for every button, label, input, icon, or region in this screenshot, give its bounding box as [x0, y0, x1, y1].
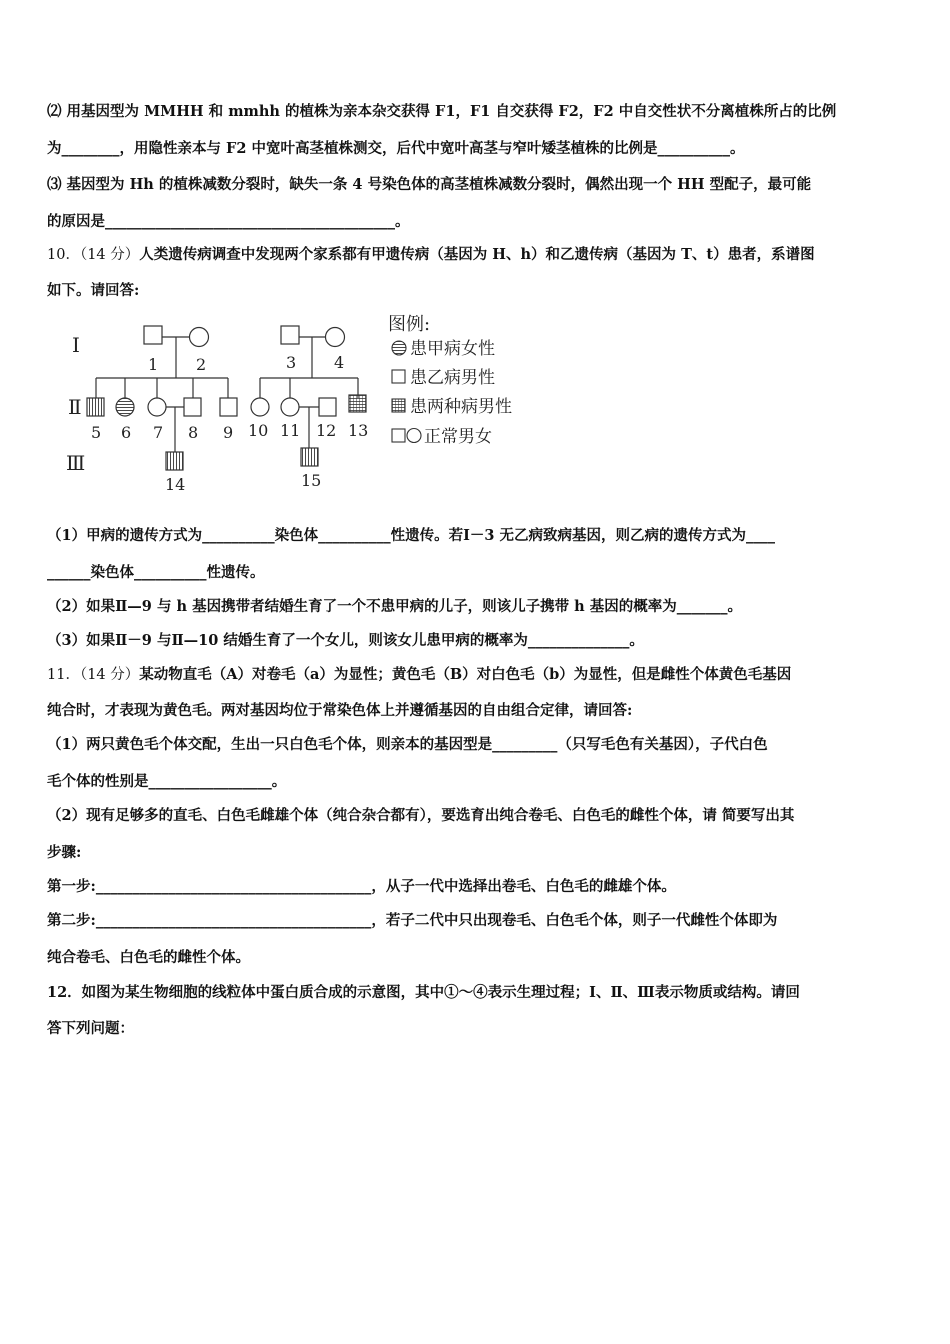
individual-3 [281, 326, 299, 344]
gen-label-3: Ⅲ [66, 451, 86, 475]
pedigree-chart [58, 310, 528, 500]
label-3: 3 [286, 353, 297, 372]
q11-step2-line1: 第二步:______________________________________，若子二代中只出现卷毛、白色毛个体，则子一代雌性个体即为 [47, 912, 778, 929]
q10-q2: （2）如果Ⅱ—9 与 h 基因携带者结婚生育了一个不患甲病的儿子，则该儿子携带 h 基因的概率为_______。 [47, 598, 742, 615]
individual-12 [319, 398, 336, 416]
q10-number: 10．（14 分） [47, 247, 140, 263]
q10-q1-line1: （1）甲病的遗传方式为__________染色体__________性遗传。若Ⅰ－3 无乙病致病基因，则乙病的遗传方式为____ [47, 527, 776, 544]
individual-11 [281, 398, 299, 416]
individual-7 [148, 398, 166, 416]
q10-stem-line1 [47, 246, 815, 264]
q11-stem-text: 某动物直毛（A）对卷毛（a）为显性；黄色毛（B）对白色毛（b）为显性，但是雌性个体黄色毛基因 [139, 666, 792, 683]
q11-step1: 第一步:______________________________________，从子一代中选择出卷毛、白色毛的雌雄个体。 [47, 878, 676, 895]
q11-q2-line2: 步骤: [47, 844, 82, 861]
label-10: 10 [248, 421, 269, 440]
legend-normal-female-icon [407, 429, 421, 443]
q10-stem-text: 人类遗传病调查中发现两个家系都有甲遗传病（基因为 H、h）和乙遗传病（基因为 T、t）患者，系谱图 [139, 246, 815, 263]
label-8: 8 [188, 423, 199, 442]
q11-number: 11．（14 分） [47, 667, 140, 683]
label-15: 15 [301, 471, 322, 490]
q11-stem-line2: 纯合时，才表现为黄色毛。两对基因均位于常染色体上并遵循基因的自由组合定律，请回答: [47, 702, 633, 719]
legend-item-1: 患甲病女性 [410, 339, 495, 359]
q11-q1-line2: 毛个体的性别是_________________。 [47, 773, 287, 790]
q11-q2-line1: （2）现有足够多的直毛、白色毛雌雄个体（纯合杂合都有），要选育出纯合卷毛、白色毛的雌性个体，请 简要写出其 [47, 807, 795, 824]
label-7: 7 [153, 423, 164, 442]
label-2: 2 [196, 355, 207, 374]
q9-part3-line1: ⑶ 基因型为 Hh 的植株减数分裂时，缺失一条 4 号染色体的高茎植株减数分裂时，偶然出现一个 HH 型配子，最可能 [47, 176, 812, 193]
individual-14 [166, 452, 183, 470]
q9-part2-line2: 为________，用隐性亲本与 F2 中宽叶高茎植株测交，后代中宽叶高茎与窄叶矮茎植株的比例是__________。 [47, 140, 745, 157]
individual-2 [190, 328, 209, 347]
legend-normal-male-icon [392, 429, 405, 442]
individual-15 [301, 448, 318, 466]
q10-stem-line2: 如下。请回答: [47, 282, 140, 299]
label-13: 13 [348, 421, 369, 440]
legend-item-3: 患两种病男性 [410, 397, 512, 417]
individual-6 [116, 398, 134, 416]
label-12: 12 [316, 421, 337, 440]
label-4: 4 [334, 353, 345, 372]
gen-label-2: Ⅱ [68, 395, 82, 419]
legend-item-4: 正常男女 [424, 427, 492, 447]
q11-stem-line1 [47, 666, 791, 684]
q12-line1: 12．如图为某生物细胞的线粒体中蛋白质合成的示意图，其中①～④表示生理过程；Ⅰ、Ⅱ、Ⅲ表示物质或结构。请回 [47, 984, 800, 1001]
individual-13 [349, 395, 366, 412]
label-11: 11 [280, 421, 301, 440]
q9-part3-line2: 的原因是________________________________________。 [47, 213, 410, 230]
legend-item-2: 患乙病男性 [410, 368, 495, 388]
label-5: 5 [91, 423, 102, 442]
gen-label-1: Ⅰ [72, 333, 80, 357]
q11-step2-line2: 纯合卷毛、白色毛的雌性个体。 [47, 949, 250, 966]
individual-9 [220, 398, 237, 416]
label-9: 9 [223, 423, 234, 442]
individual-10 [251, 398, 269, 416]
legend-affected-a-female-icon [392, 341, 406, 355]
q10-q1-line2: ______染色体__________性遗传。 [47, 564, 265, 581]
individual-4 [326, 328, 345, 347]
individual-5 [87, 398, 104, 416]
legend-affected-both-male-icon [392, 399, 405, 412]
label-6: 6 [121, 423, 132, 442]
individual-1 [144, 326, 162, 344]
label-1: 1 [148, 355, 159, 374]
legend-affected-b-male-icon [392, 370, 405, 383]
label-14: 14 [165, 475, 186, 494]
legend-title: 图例: [388, 314, 431, 335]
q11-q1-line1: （1）两只黄色毛个体交配，生出一只白色毛个体，则亲本的基因型是_________（只写毛色有关基因），子代白色 [47, 736, 768, 753]
q10-q3: （3）如果Ⅱ－9 与Ⅱ—10 结婚生育了一个女儿，则该女儿患甲病的概率为______________。 [47, 632, 644, 649]
individual-8 [184, 398, 201, 416]
q12-line2: 答下列问题： [47, 1020, 134, 1037]
q9-part2-line1: ⑵ 用基因型为 MMHH 和 mmhh 的植株为亲本杂交获得 F1，F1 自交获得 F2，F2 中自交性状不分离植株所占的比例 [47, 103, 837, 120]
